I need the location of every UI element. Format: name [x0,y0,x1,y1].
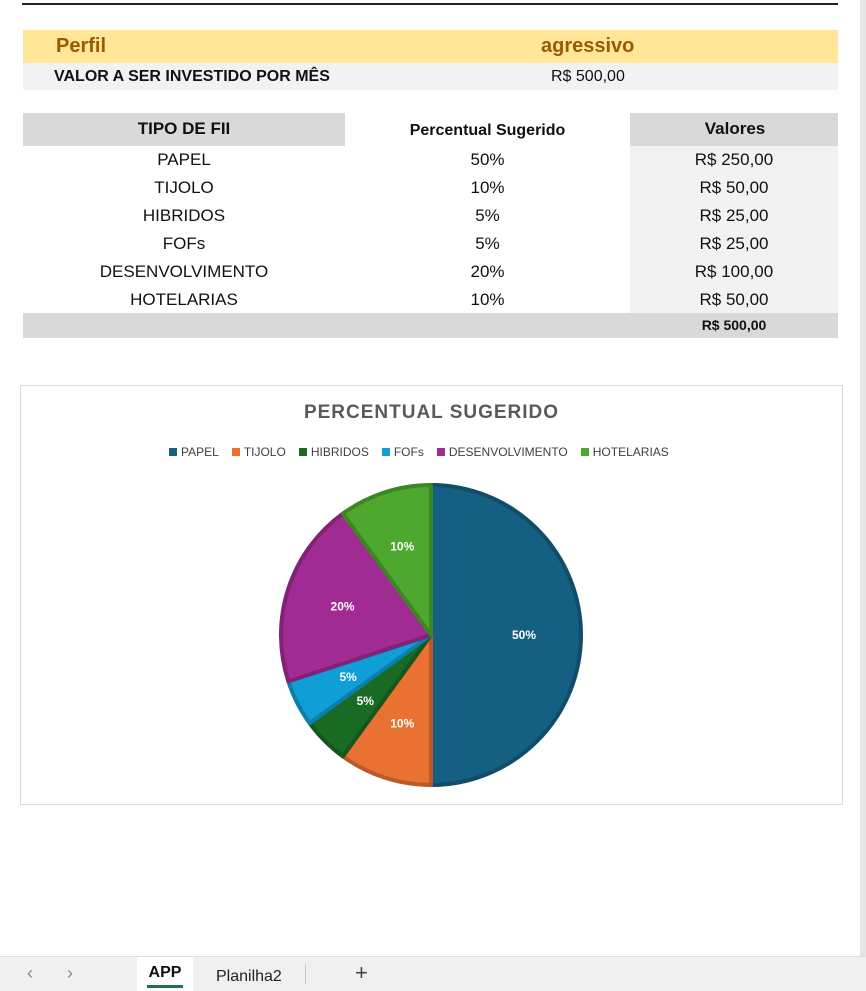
sheet-tab-bar [0,956,866,991]
cell-tipo: HIBRIDOS [142,206,226,225]
cell-valor: R$ 100,00 [694,262,774,281]
profile-value[interactable]: agressivo [541,35,635,57]
scrollbar-track[interactable] [860,0,866,956]
total-value: R$ 500,00 [701,317,767,333]
tab-app[interactable] [137,957,193,991]
tab-app-label: APP [148,964,182,981]
pie-data-label: 10% [390,716,415,731]
chart-title[interactable]: PERCENTUAL SUGERIDO [303,402,560,423]
prev-sheet-icon[interactable]: ‹ [27,963,33,983]
tab-planilha2[interactable]: Planilha2 [216,968,282,985]
active-tab-underline [147,985,183,988]
next-sheet-icon[interactable]: › [67,963,73,983]
header-percentual: Percentual Sugerido [409,122,566,139]
header-valores[interactable]: Valores [704,119,766,138]
tab-separator [305,964,306,984]
cell-percentual: 5% [475,206,500,225]
pie-chart[interactable] [20,385,843,805]
pie-slice-papel[interactable] [431,485,581,785]
cell-percentual: 50% [470,150,505,169]
investment-value[interactable]: R$ 500,00 [551,67,625,85]
header-percentual-cell[interactable] [345,113,630,146]
cell-percentual: 10% [470,178,505,197]
legend-label: DESENVOLVIMENTO [448,445,568,459]
table-row[interactable] [23,146,838,174]
table-total-row[interactable] [23,313,838,338]
cell-tipo: TIJOLO [154,178,214,197]
cell-valor: R$ 250,00 [694,150,774,169]
investment-label[interactable]: VALOR A SER INVESTIDO POR MÊS [54,67,330,85]
cell-percentual: 5% [475,234,500,253]
legend-label: HOTELARIAS [592,445,669,459]
table-row[interactable] [23,174,838,202]
cell-valor: R$ 25,00 [699,234,769,253]
pie-data-label: 5% [339,670,357,685]
table-row[interactable] [23,202,838,230]
top-border-line [22,3,838,5]
cell-valor: R$ 50,00 [699,290,769,309]
cell-tipo: DESENVOLVIMENTO [99,262,269,281]
pie-data-label: 5% [356,693,374,708]
legend-label: FOFs [393,445,424,459]
add-sheet-icon[interactable]: + [355,960,368,985]
table-row[interactable] [23,286,838,314]
table-row[interactable] [23,230,838,258]
pie-data-label: 50% [511,628,537,642]
pie-data-label: 10% [390,539,415,554]
cell-percentual: 20% [470,262,505,281]
cell-tipo: FOFs [162,234,206,253]
header-tipo[interactable]: TIPO DE FII [137,119,231,138]
profile-row [23,30,838,63]
pie-data-label: 20% [330,599,355,614]
cell-valor: R$ 25,00 [699,206,769,225]
pie-svg [21,386,842,804]
profile-label[interactable]: Perfil [56,35,107,57]
table-row[interactable] [23,258,838,286]
legend-label: HIBRIDOS [310,445,369,459]
cell-percentual: 10% [470,290,505,309]
legend-label: TIJOLO [243,445,286,459]
investment-row [23,63,838,90]
cell-valor: R$ 50,00 [699,178,769,197]
cell-tipo: PAPEL [157,150,211,169]
cell-tipo: HOTELARIAS [130,290,238,309]
legend-label: PAPEL [181,445,219,459]
